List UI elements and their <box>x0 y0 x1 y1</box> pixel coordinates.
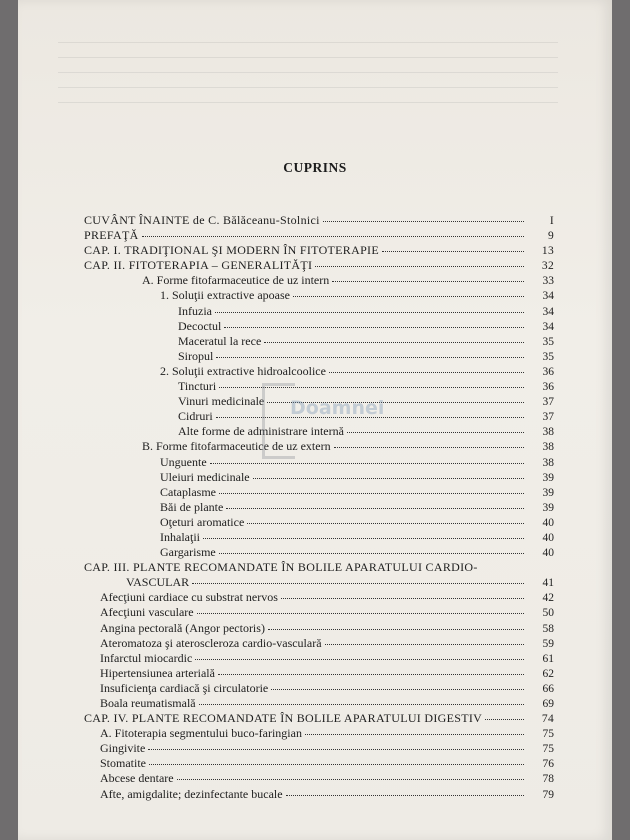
toc-entry <box>84 379 554 394</box>
toc-entry-page: 38 <box>542 456 554 469</box>
toc-entry-page: 13 <box>541 245 554 258</box>
toc-leader-dots <box>271 689 524 690</box>
toc-entry-page: 38 <box>542 426 554 439</box>
toc-entry <box>84 455 554 470</box>
toc-leader-dots <box>334 447 524 448</box>
toc-leader-dots <box>281 598 524 599</box>
toc-entry <box>84 258 554 273</box>
page-title: CUPRINS <box>283 160 347 175</box>
toc-entry-label: Oţeturi aromatice <box>160 514 245 529</box>
toc-entry <box>84 711 554 726</box>
toc-entry-label: Uleiuri medicinale <box>160 469 250 484</box>
toc-leader-dots <box>253 478 524 479</box>
toc-leader-dots <box>192 583 524 584</box>
toc-entry <box>84 696 554 711</box>
toc-entry-label: Infuzia <box>178 303 212 318</box>
toc-entry-label: Decoctul <box>178 318 222 333</box>
toc-entry-page: 66 <box>542 682 554 695</box>
toc-leader-dots <box>177 779 524 780</box>
toc-entry-label: Cidruri <box>178 409 213 424</box>
toc-leader-dots <box>199 704 524 705</box>
toc-entry-page: 50 <box>542 607 554 620</box>
toc-leader-dots <box>382 251 524 252</box>
toc-entry-page: 74 <box>541 713 554 726</box>
toc-leader-dots <box>332 281 524 282</box>
toc-entry-page: 61 <box>542 652 554 665</box>
toc-entry <box>84 515 554 530</box>
toc-entry <box>84 605 554 620</box>
toc-entry-page: 78 <box>542 773 554 786</box>
toc-leader-dots <box>224 327 524 328</box>
toc-leader-dots <box>216 417 524 418</box>
toc-entry-label: Abcese dentare <box>100 771 174 786</box>
toc-leader-dots <box>305 734 524 735</box>
toc-entry-page: 76 <box>542 758 554 771</box>
toc-entry-label: Boala reumatismală <box>100 696 196 710</box>
toc-entry <box>84 485 554 500</box>
toc-entry <box>84 590 554 605</box>
toc-entry <box>84 545 554 560</box>
toc-entry-page: 59 <box>542 637 554 650</box>
toc-entry <box>84 500 554 515</box>
toc-leader-dots <box>219 553 524 554</box>
toc-entry-page: 36 <box>542 365 554 378</box>
toc-entry-label: VASCULAR <box>126 575 190 590</box>
toc-entry <box>84 288 554 303</box>
toc-entry-page: 38 <box>542 441 554 454</box>
toc-entry-page: 39 <box>542 471 554 484</box>
toc-leader-dots <box>218 674 524 675</box>
toc-entry-label: CAP. IV. PLANTE RECOMANDATE ÎN BOLILE APARATULUI DIGESTIV <box>84 711 483 726</box>
toc-entry-label: Alte forme de administrare internă <box>178 424 344 439</box>
toc-leader-dots <box>149 764 524 765</box>
toc-leader-dots <box>286 795 524 796</box>
toc-entry <box>84 213 554 228</box>
toc-entry <box>84 530 554 545</box>
watermark-text: Doamnei <box>290 397 385 419</box>
toc-leader-dots <box>315 266 524 267</box>
toc-entry-label: A. Fitoterapia segmentului buco-faringian <box>100 726 302 741</box>
toc-entry <box>84 334 554 349</box>
toc-entry-page: 37 <box>542 411 554 424</box>
toc-entry <box>84 364 554 379</box>
toc-entry-page: 75 <box>542 743 554 756</box>
toc-leader-dots <box>142 236 524 237</box>
toc-entry-label: Tincturi <box>178 379 217 394</box>
toc-entry-label: Siropul <box>178 348 214 363</box>
toc-entry <box>84 560 554 575</box>
toc-entry <box>84 741 554 756</box>
toc-entry <box>84 349 554 364</box>
toc-entry-page: 34 <box>542 305 554 318</box>
toc-entry-page: 69 <box>542 698 554 710</box>
toc-entry <box>84 273 554 288</box>
toc-entry-label: CAP. II. FITOTERAPIA – GENERALITĂŢI <box>84 258 313 273</box>
toc-entry-label: Afte, amigdalite; dezinfectante bucale <box>100 786 283 801</box>
toc-entry <box>84 681 554 696</box>
toc-leader-dots <box>148 749 524 750</box>
toc-leader-dots <box>267 402 524 403</box>
toc-leader-dots <box>219 387 524 388</box>
toc-leader-dots <box>215 312 524 313</box>
toc-entry-label: PREFAŢĂ <box>84 228 139 243</box>
toc-entry-label: Maceratul la rece <box>178 333 262 348</box>
toc-entry-page: 40 <box>542 531 554 544</box>
toc-entry-page: 33 <box>542 275 554 288</box>
toc-entry-label: CUVÂNT ÎNAINTE de C. Bălăceanu-Stolnici <box>84 213 320 227</box>
toc-entry <box>84 636 554 651</box>
toc-entry-page: 42 <box>542 592 554 605</box>
toc-entry-label: Cataplasme <box>160 484 216 499</box>
toc-entry-page: 35 <box>542 335 554 348</box>
toc-entry <box>84 470 554 485</box>
toc-entry <box>84 666 554 681</box>
toc-entry-label: 2. Soluţii extractive hidroalcoolice <box>160 363 326 378</box>
toc-entry-page: I <box>549 215 554 227</box>
toc-entry-page: 36 <box>542 381 554 394</box>
toc-entry-label: 1. Soluţii extractive apoase <box>160 288 290 303</box>
toc-entry-label: CAP. I. TRADIŢIONAL ŞI MODERN ÎN FITOTERAPIE <box>84 243 379 258</box>
toc-entry-label: Hipertensiunea arterială <box>100 665 215 680</box>
toc-entry-label: Ateromatoza şi ateroscleroza cardio-vasculară <box>100 635 322 650</box>
toc-entry-page: 37 <box>542 396 554 409</box>
toc-entry <box>84 394 554 409</box>
toc-entry <box>84 621 554 636</box>
toc-entry-label: Stomatite <box>100 756 146 771</box>
toc-entry-label: Unguente <box>160 454 207 469</box>
toc-entry-label: CAP. III. PLANTE RECOMANDATE ÎN BOLILE APARATULUI CARDIO- <box>84 560 478 575</box>
toc-entry-label: B. Forme fitofarmaceutice de uz extern <box>142 439 331 454</box>
toc-entry <box>84 787 554 802</box>
toc-entry-page: 62 <box>542 667 554 680</box>
toc-entry-page: 32 <box>541 260 554 273</box>
toc-leader-dots <box>226 508 524 509</box>
toc-entry <box>84 424 554 439</box>
toc-leader-dots <box>485 719 524 720</box>
toc-leader-dots <box>203 538 524 539</box>
toc-entry <box>84 243 554 258</box>
toc-entry <box>84 756 554 771</box>
toc-entry-label: Infarctul miocardic <box>100 650 193 665</box>
toc-entry <box>84 771 554 786</box>
toc-entry-page: 41 <box>542 577 554 590</box>
toc-leader-dots <box>293 296 524 297</box>
toc-leader-dots <box>325 644 524 645</box>
toc-leader-dots <box>347 432 524 433</box>
toc-entry-label: Inhalaţii <box>160 529 200 544</box>
table-of-contents <box>84 213 554 802</box>
toc-leader-dots <box>219 493 524 494</box>
toc-leader-dots <box>247 523 524 524</box>
toc-entry <box>84 304 554 319</box>
toc-entry <box>84 651 554 666</box>
toc-leader-dots <box>210 463 524 464</box>
toc-entry <box>84 575 554 590</box>
toc-entry-page: 39 <box>542 486 554 499</box>
show-through-text <box>58 28 558 128</box>
toc-leader-dots <box>197 613 524 614</box>
toc-entry <box>84 726 554 741</box>
toc-entry-page: 40 <box>542 516 554 529</box>
toc-leader-dots <box>268 629 524 630</box>
toc-entry <box>84 409 554 424</box>
toc-leader-dots <box>264 342 524 343</box>
toc-entry-label: Gargarisme <box>160 545 216 560</box>
toc-leader-dots <box>216 357 524 358</box>
toc-entry <box>84 228 554 243</box>
toc-entry-page: 40 <box>542 547 554 560</box>
toc-entry-page: 75 <box>542 728 554 741</box>
toc-entry-page: 9 <box>547 230 554 243</box>
toc-leader-dots <box>329 372 524 373</box>
toc-entry-label: A. Forme fitofarmaceutice de uz intern <box>142 273 330 288</box>
toc-leader-dots <box>195 659 524 660</box>
toc-entry-page: 58 <box>542 622 554 635</box>
toc-entry-page: 35 <box>542 350 554 363</box>
toc-entry <box>84 319 554 334</box>
toc-entry-page: 79 <box>542 788 554 801</box>
toc-entry-label: Gingivite <box>100 741 146 756</box>
toc-entry-page: 34 <box>542 320 554 333</box>
toc-entry-label: Vinuri medicinale <box>178 394 265 409</box>
toc-entry-label: Insuficienţa cardiacă şi circulatorie <box>100 680 269 695</box>
toc-entry-page: 39 <box>542 501 554 514</box>
toc-leader-dots <box>323 221 524 222</box>
toc-entry-label: Angina pectorală (Angor pectoris) <box>100 620 265 635</box>
toc-entry-label: Băi de plante <box>160 499 224 514</box>
toc-entry <box>84 439 554 454</box>
toc-entry-label: Afecţiuni vasculare <box>100 605 194 620</box>
toc-entry-page: 34 <box>542 290 554 303</box>
toc-entry-label: Afecţiuni cardiace cu substrat nervos <box>100 590 278 605</box>
